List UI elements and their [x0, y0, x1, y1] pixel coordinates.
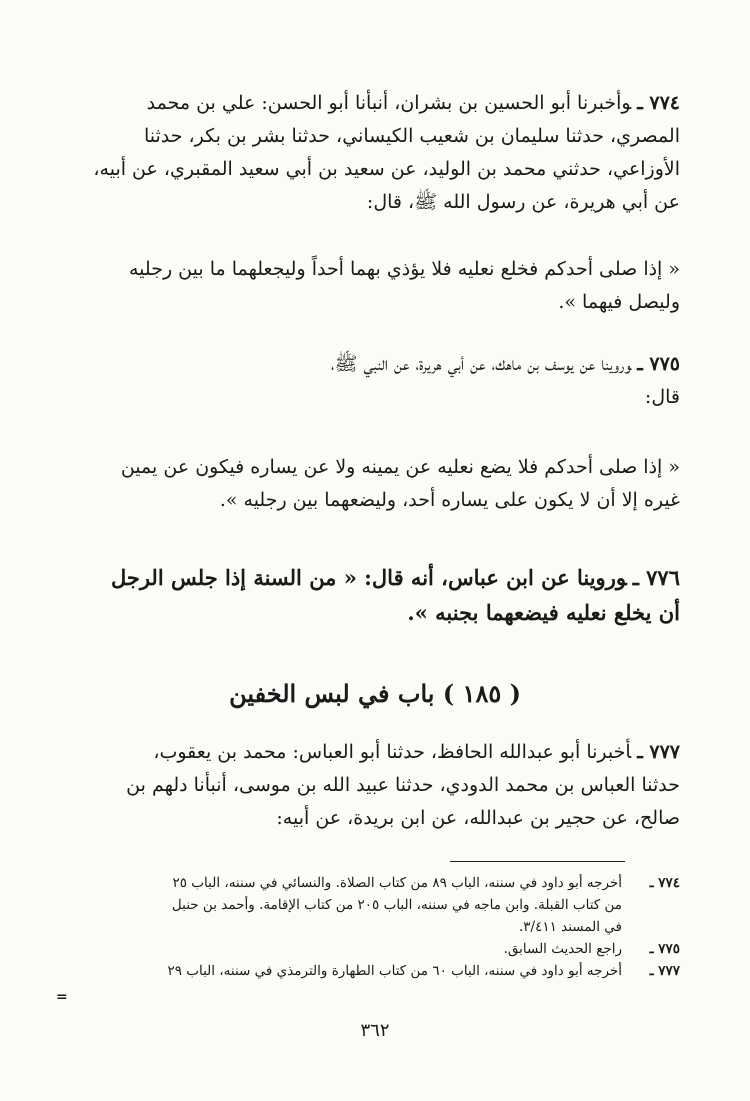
- hadith-775-number: ٧٧٥ ـ: [637, 353, 680, 375]
- footnote-777-number: ٧٧٧ ـ: [649, 963, 680, 979]
- hadith-775-line-1: ٧٧٥ ـوروينا عن يوسف بن ماهك، عن أبي هريرة، عن النبي ﷺ،: [330, 353, 680, 375]
- hadith-777-line-3: صالح، عن حجير بن عبدالله، عن ابن بريدة، عن أبيه:: [276, 807, 680, 829]
- hadith-777-number: ٧٧٧ ـ: [637, 741, 680, 763]
- footnotes: [70, 872, 680, 982]
- hadith-774-quote-2: وليصل فيهما ».: [558, 291, 680, 313]
- hadith-777: [68, 736, 680, 835]
- chapter-title: ( ١٨٥ ) باب في لبس الخفين: [229, 679, 521, 708]
- hadith-774: [68, 87, 680, 219]
- hadith-776-number: ٧٧٦ ـ: [632, 565, 680, 590]
- hadith-776-line-2: أن يخلع نعليه فيضعهما بجنبه ».: [407, 600, 680, 625]
- hadith-777-line-1: ٧٧٧ ـأخبرنا أبو عبدالله الحافظ، حدثنا أبو العباس: محمد بن يعقوب،: [153, 741, 680, 763]
- hadith-774-line-2: المصري، حدثنا سليمان بن شعيب الكيساني، حدثنا بشر بن بكر، حدثنا: [143, 125, 680, 147]
- hadith-775: [68, 348, 680, 414]
- hadith-774-quote-1: « إذا صلى أحدكم فخلع نعليه فلا يؤذي بهما أحداً وليجعلهما ما بين رجليه: [129, 258, 680, 280]
- hadith-775-text: [68, 451, 680, 517]
- continuation-mark: =: [56, 989, 68, 1005]
- footnote-775: [70, 938, 680, 960]
- footnote-774-number: ٧٧٤ ـ: [649, 875, 680, 891]
- hadith-775-quote-2: غيره إلا أن لا يكون على يساره أحد، وليضعهما بين رجليه ».: [219, 489, 680, 511]
- hadith-774-text: [68, 253, 680, 319]
- page-number: ٣٦٢: [360, 1020, 390, 1041]
- hadith-774-line-4: عن أبي هريرة، عن رسول الله ﷺ، قال:: [366, 191, 680, 213]
- hadith-777-line-2: حدثنا العباس بن محمد الدودي، حدثنا عبيد الله بن موسى، أنبأنا دلهم بن: [126, 774, 680, 796]
- footnote-774: [70, 872, 680, 938]
- hadith-775-line-2: قال:: [644, 386, 680, 408]
- footnote-775-number: ٧٧٥ ـ: [649, 941, 680, 957]
- hadith-775-quote-1: « إذا صلى أحدكم فلا يضع نعليه عن يمينه ولا عن يساره فيكون عن يمين: [120, 456, 680, 478]
- footnote-774-text: أخرجه أبو داود في سننه، الباب ٨٩ من كتاب الصلاة. والنسائي في سننه، الباب ٢٥ من كتاب القبلة. وابن ماجه في سننه، الباب ٢٠٥ من كتاب الإقامة. وأحمد بن حنبل في المسند ٣/٤١١.: [171, 875, 622, 935]
- hadith-776: [68, 560, 680, 630]
- footnote-divider: [450, 861, 625, 862]
- footnote-777: [70, 960, 680, 982]
- hadith-774-number: ٧٧٤ ـ: [637, 92, 680, 114]
- footnote-777-text: أخرجه أبو داود في سننه، الباب ٦٠ من كتاب الطهارة والترمذي في سننه، الباب ٢٩: [167, 963, 622, 979]
- footnote-775-text: راجع الحديث السابق.: [503, 941, 622, 957]
- hadith-776-line-1: ٧٧٦ ـوروينا عن ابن عباس، أنه قال: « من السنة إذا جلس الرجل: [110, 565, 680, 590]
- hadith-774-line-1: ٧٧٤ ـوأخبرنا أبو الحسين بن بشران، أنبأنا أبو الحسن: علي بن محمد: [146, 92, 680, 114]
- hadith-774-line-3: الأوزاعي، حدثني محمد بن الوليد، عن سعيد بن أبي سعيد المقبري، عن أبيه،: [93, 158, 680, 180]
